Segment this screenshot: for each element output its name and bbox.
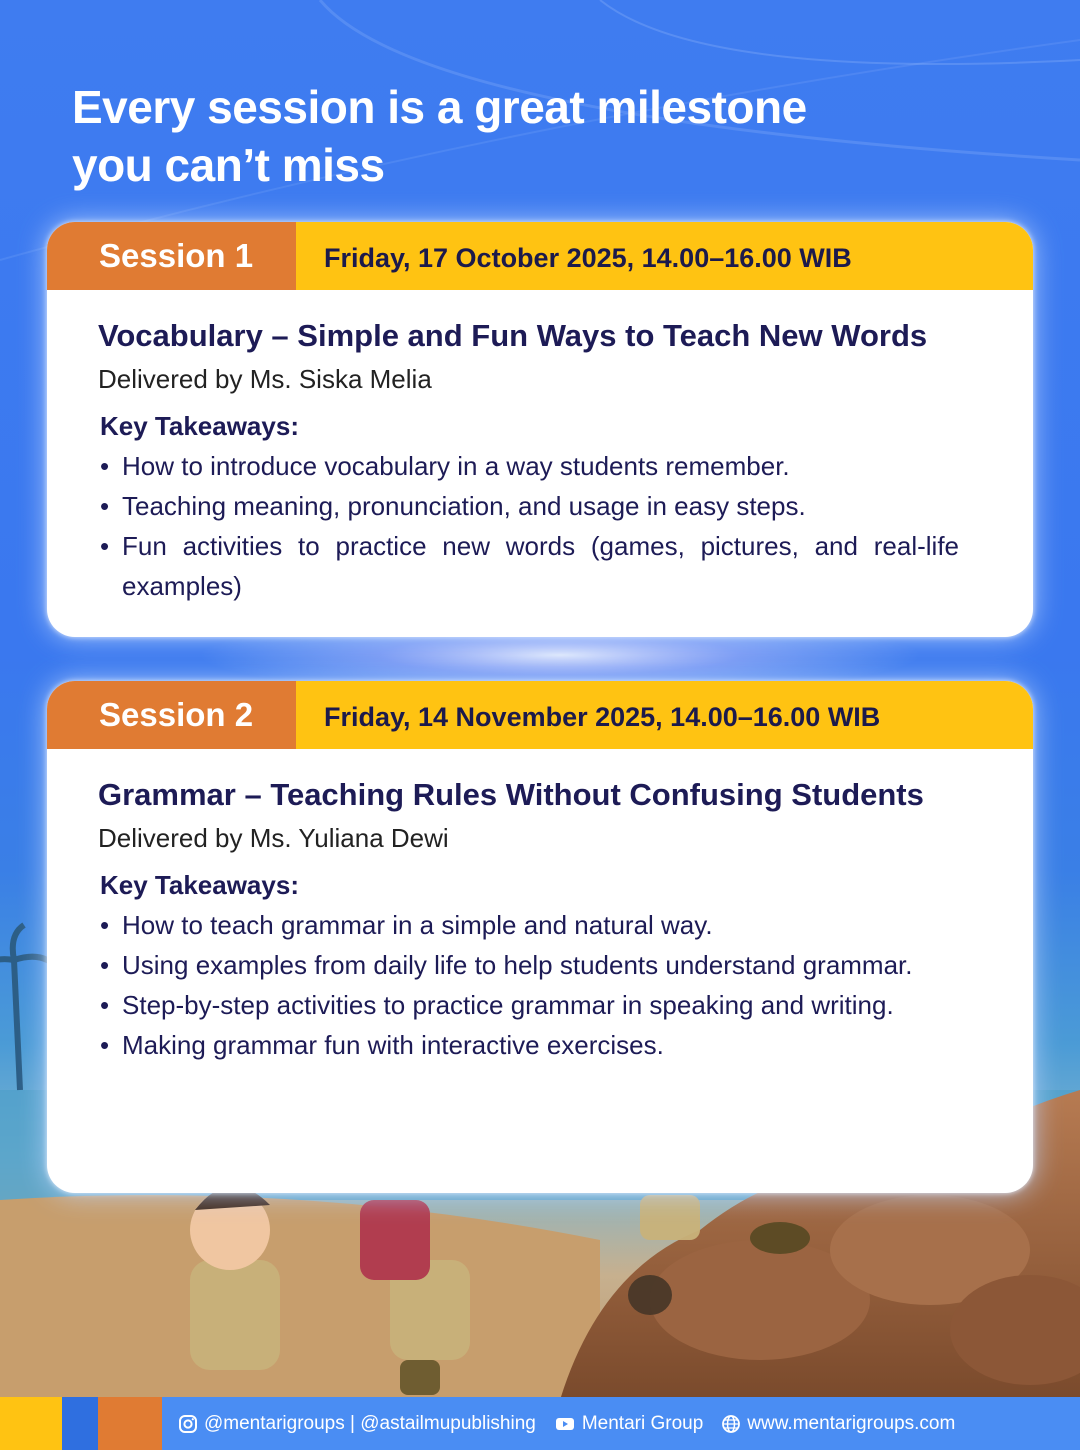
website-text: www.mentarigroups.com (747, 1412, 956, 1434)
session-body (47, 290, 1033, 606)
social-handles[interactable] (178, 1413, 536, 1435)
takeaway-item: • Using examples from daily life to help students understand grammar. (98, 945, 959, 985)
takeaway-item: • How to introduce vocabulary in a way students remember. (98, 446, 959, 486)
session-tag: Session 1 (47, 222, 296, 290)
key-takeaways-label: Key Takeaways: (100, 870, 299, 900)
session-speaker: Delivered by Ms. Siska Melia (98, 364, 432, 394)
youtube-text: Mentari Group (581, 1412, 704, 1434)
footer-stripe-yellow (0, 1397, 62, 1450)
session-card-2 (47, 681, 1033, 1193)
session-body (47, 749, 1033, 1065)
youtube-icon (554, 1414, 576, 1434)
key-takeaways-label: Key Takeaways: (100, 411, 299, 441)
session-header (47, 222, 1033, 290)
takeaway-item: • Making grammar fun with interactive exercises. (98, 1025, 959, 1065)
session-topic: Grammar – Teaching Rules Without Confusing Students (98, 777, 924, 812)
session-speaker: Delivered by Ms. Yuliana Dewi (98, 823, 449, 853)
takeaway-item: • Fun activities to practice new words (games, pictures, and real-life examples) (98, 526, 959, 606)
session-tag: Session 2 (47, 681, 296, 749)
footer-links (178, 1397, 955, 1450)
footer-stripe-blue (62, 1397, 98, 1450)
session-date: Friday, 17 October 2025, 14.00–16.00 WIB (296, 222, 1033, 290)
headline-line-2: you can’t miss (72, 139, 385, 191)
website-link[interactable] (721, 1413, 955, 1435)
footer-bar (0, 1397, 1080, 1450)
globe-icon (721, 1414, 741, 1434)
youtube-link[interactable] (554, 1413, 703, 1435)
takeaways-list (98, 446, 959, 606)
instagram-icon (178, 1414, 198, 1434)
takeaway-item: • Step-by-step activities to practice grammar in speaking and writing. (98, 985, 959, 1025)
headline (72, 78, 892, 194)
takeaways-list (98, 905, 959, 1065)
social-handles-text: @mentarigroups | @astailmupublishing (204, 1412, 536, 1434)
takeaway-item: • Teaching meaning, pronunciation, and usage in easy steps. (98, 486, 959, 526)
session-date: Friday, 14 November 2025, 14.00–16.00 WIB (296, 681, 1033, 749)
headline-line-1: Every session is a great milestone (72, 81, 807, 133)
session-topic: Vocabulary – Simple and Fun Ways to Teach New Words (98, 318, 928, 353)
takeaway-item: • How to teach grammar in a simple and natural way. (98, 905, 959, 945)
session-header (47, 681, 1033, 749)
session-card-1 (47, 222, 1033, 637)
footer-stripe-orange (98, 1397, 162, 1450)
